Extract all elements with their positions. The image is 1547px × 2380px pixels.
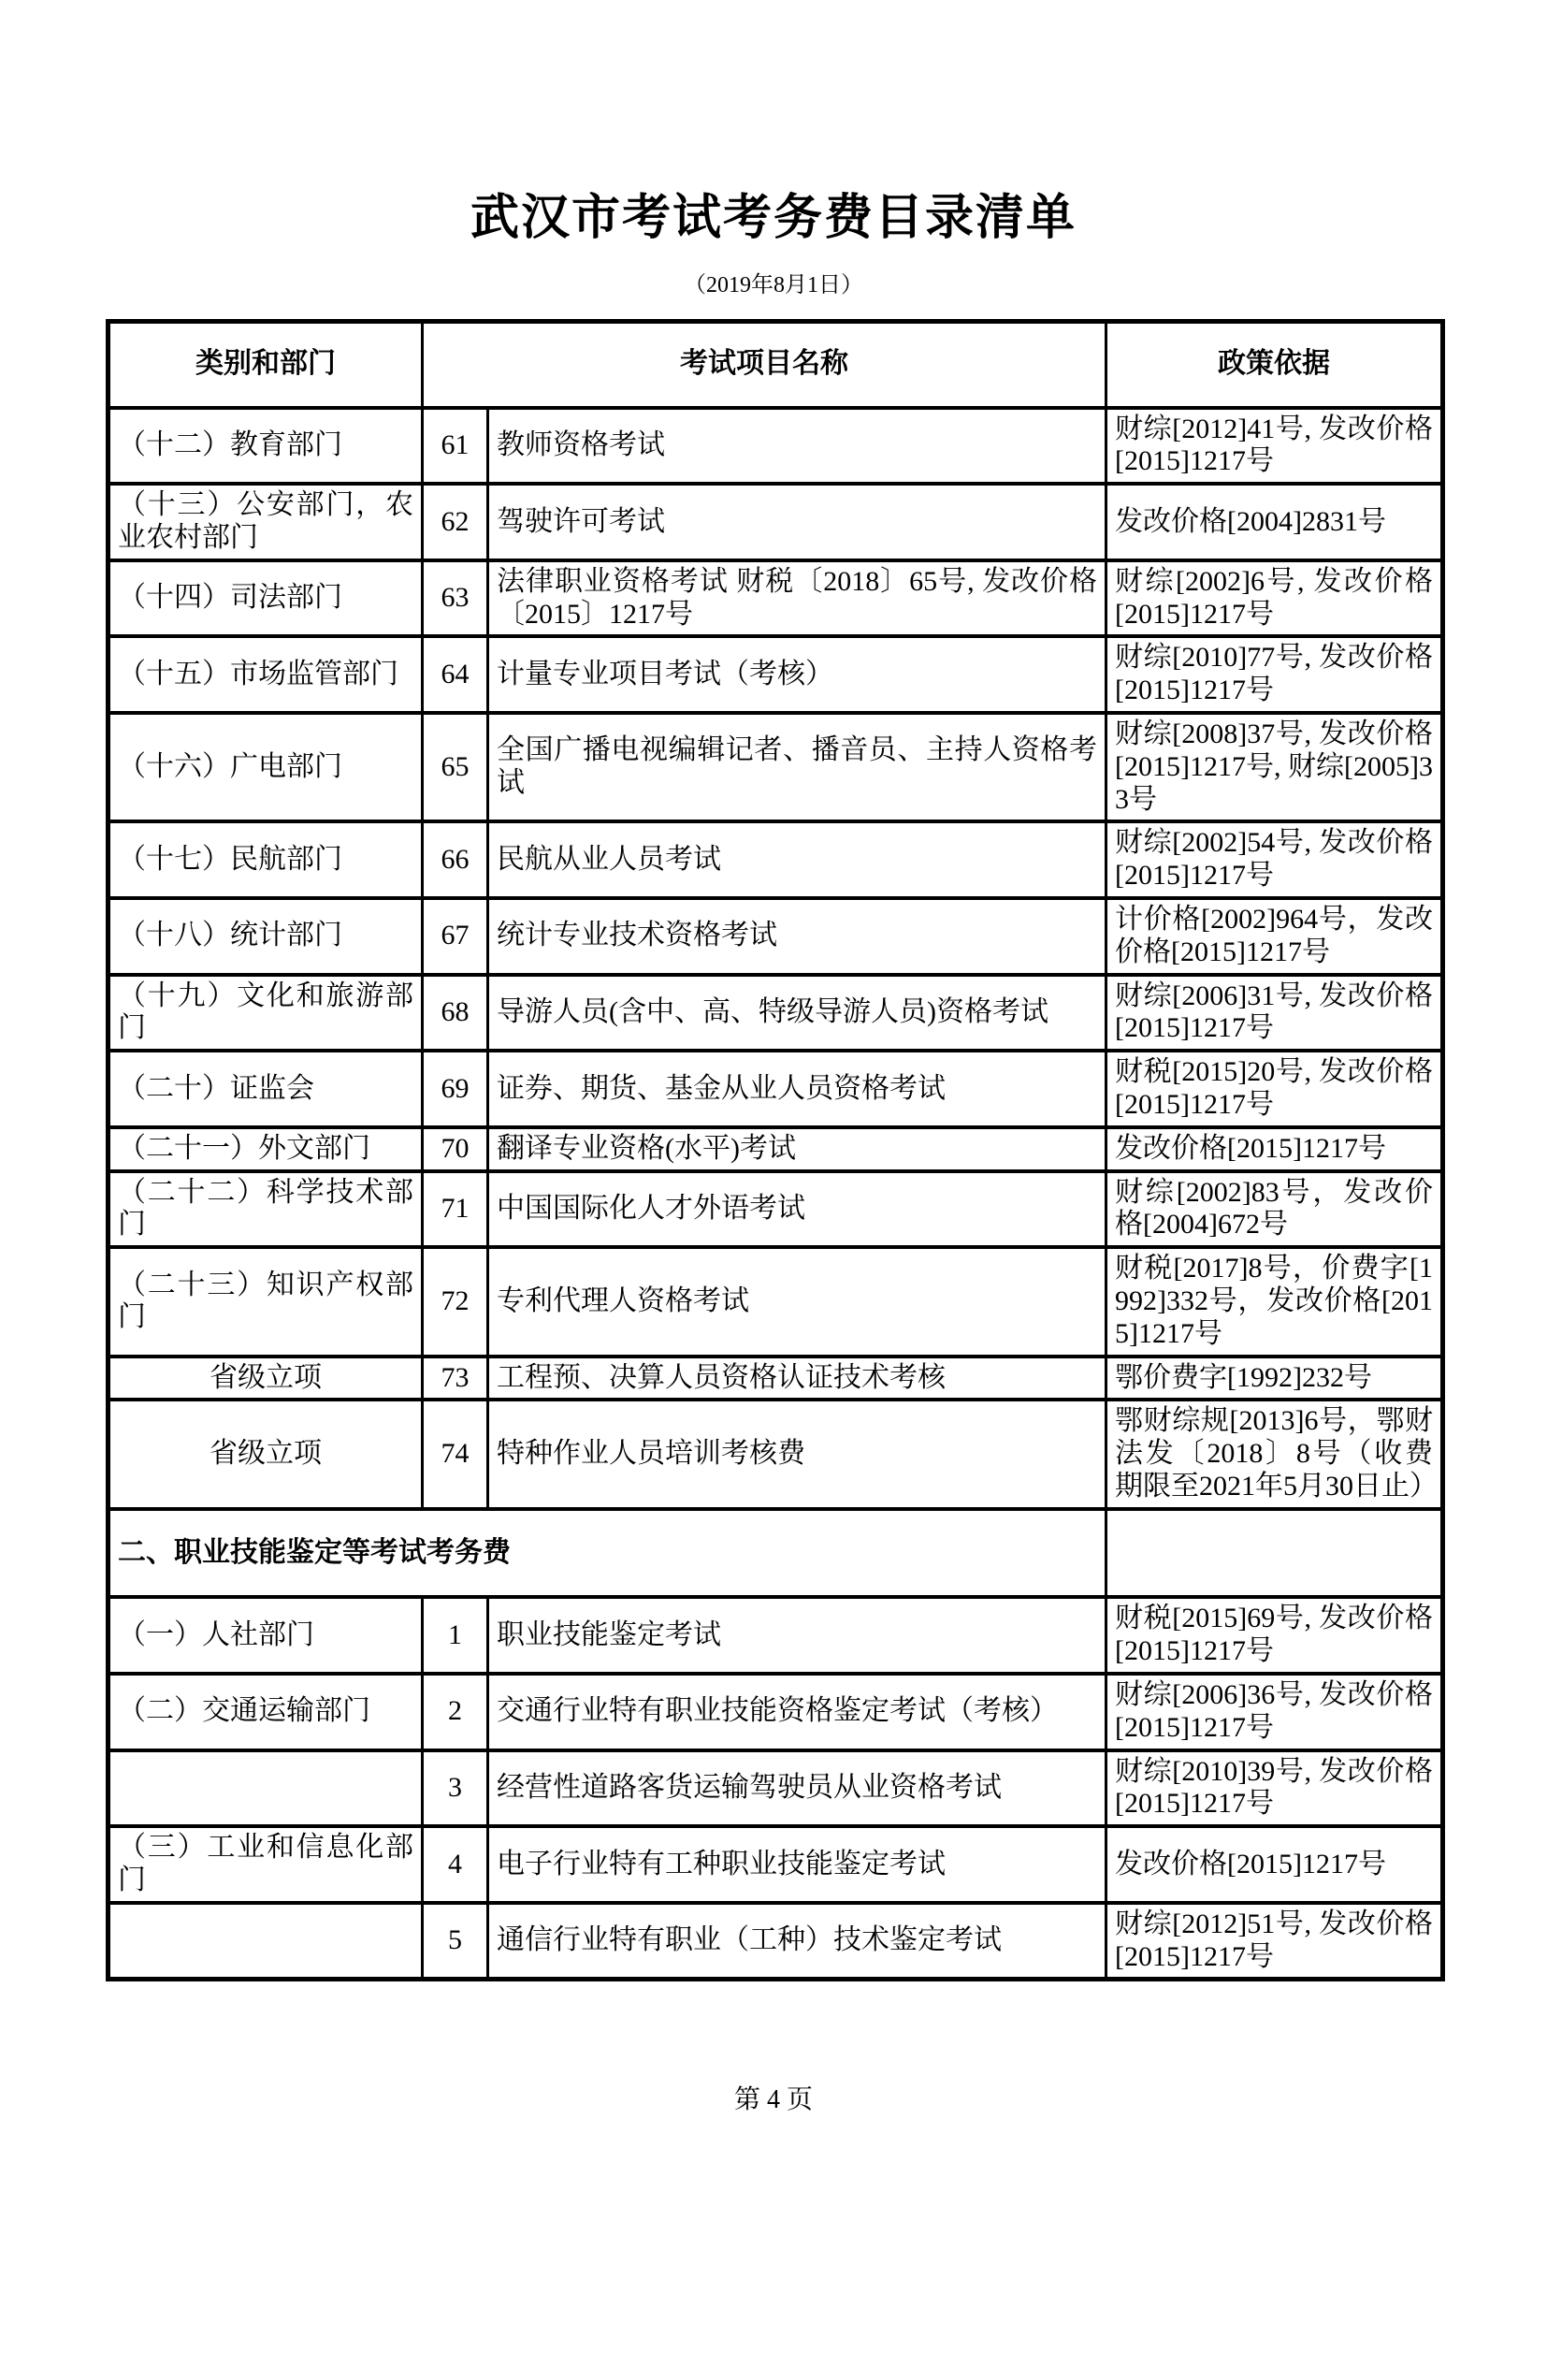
- table-row: [108, 1674, 1443, 1750]
- exam-name-cell: 计量专业项目考试（考核）: [488, 636, 1106, 713]
- table-row: [108, 1247, 1443, 1356]
- category-cell: （十二）教育部门: [108, 408, 423, 485]
- exam-name-cell: 通信行业特有职业（工种）技术鉴定考试: [488, 1903, 1106, 1980]
- policy-cell: 财综[2002]54号, 发改价格[2015]1217号: [1106, 821, 1443, 898]
- policy-cell: 财税[2017]8号，价费字[1992]332号，发改价格[2015]1217号: [1106, 1247, 1443, 1356]
- document-date: （2019年8月1日）: [684, 273, 863, 298]
- exam-name-cell: 导游人员(含中、高、特级导游人员)资格考试: [488, 975, 1106, 1052]
- seq-number-cell: 73: [423, 1357, 488, 1400]
- seq-number-cell: 4: [423, 1826, 488, 1903]
- exam-name-cell: 证券、期货、基金从业人员资格考试: [488, 1051, 1106, 1127]
- exam-name-cell: 专利代理人资格考试: [488, 1247, 1106, 1356]
- policy-cell: 财综[2010]77号, 发改价格[2015]1217号: [1106, 636, 1443, 713]
- exam-name-cell: 翻译专业资格(水平)考试: [488, 1127, 1106, 1171]
- category-cell: （二十二）科学技术部门: [108, 1171, 423, 1248]
- policy-cell: 鄂价费字[1992]232号: [1106, 1357, 1443, 1400]
- exam-name-cell: 教师资格考试: [488, 408, 1106, 485]
- exam-name-cell: 全国广播电视编辑记者、播音员、主持人资格考试: [488, 713, 1106, 821]
- seq-number-cell: 64: [423, 636, 488, 713]
- table-row: [108, 821, 1443, 898]
- exam-name-cell: 法律职业资格考试 财税〔2018〕65号, 发改价格〔2015〕1217号: [488, 560, 1106, 637]
- seq-number-cell: 5: [423, 1903, 488, 1980]
- policy-cell: 计价格[2002]964号，发改价格[2015]1217号: [1106, 898, 1443, 975]
- seq-number-cell: 3: [423, 1750, 488, 1827]
- category-cell: （十六）广电部门: [108, 713, 423, 821]
- table-row: [108, 1051, 1443, 1127]
- page-number: 第 4 页: [733, 2085, 813, 2115]
- table-row: [108, 1127, 1443, 1171]
- seq-number-cell: 65: [423, 713, 488, 821]
- category-cell: （三）工业和信息化部门: [108, 1826, 423, 1903]
- table-row: [108, 560, 1443, 637]
- seq-number-cell: 69: [423, 1051, 488, 1127]
- table-row: [108, 1903, 1443, 1980]
- category-cell: （十四）司法部门: [108, 560, 423, 637]
- seq-number-cell: 61: [423, 408, 488, 485]
- table-row: [108, 1357, 1443, 1400]
- seq-number-cell: 70: [423, 1127, 488, 1171]
- table-row: [108, 1597, 1443, 1674]
- category-cell: （十八）统计部门: [108, 898, 423, 975]
- table-row: [108, 1400, 1443, 1508]
- policy-cell: 财综[2012]51号, 发改价格[2015]1217号: [1106, 1903, 1443, 1980]
- policy-cell: 财综[2002]6号, 发改价格[2015]1217号: [1106, 560, 1443, 637]
- category-cell: 省级立项: [108, 1400, 423, 1508]
- table-row: [108, 408, 1443, 485]
- category-cell: （十五）市场监管部门: [108, 636, 423, 713]
- category-cell: （二十一）外文部门: [108, 1127, 423, 1171]
- table-header-row: [108, 321, 1443, 408]
- table-row: [108, 975, 1443, 1052]
- exam-name-cell: 特种作业人员培训考核费: [488, 1400, 1106, 1508]
- policy-cell: 财综[2010]39号, 发改价格[2015]1217号: [1106, 1750, 1443, 1827]
- header-exam-name: 考试项目名称: [423, 321, 1106, 408]
- exam-name-cell: 职业技能鉴定考试: [488, 1597, 1106, 1674]
- category-cell: （二）交通运输部门: [108, 1674, 423, 1750]
- table-row: [108, 1750, 1443, 1827]
- policy-cell: 财综[2008]37号, 发改价格[2015]1217号, 财综[2005]33号: [1106, 713, 1443, 821]
- seq-number-cell: 66: [423, 821, 488, 898]
- policy-cell: 鄂财综规[2013]6号，鄂财法发〔2018〕8号（收费期限至2021年5月30日止）: [1106, 1400, 1443, 1508]
- exam-name-cell: 中国国际化人才外语考试: [488, 1171, 1106, 1248]
- category-cell: （二十三）知识产权部门: [108, 1247, 423, 1356]
- policy-cell: 财税[2015]69号, 发改价格[2015]1217号: [1106, 1597, 1443, 1674]
- policy-cell: 财综[2002]83号，发改价格[2004]672号: [1106, 1171, 1443, 1248]
- policy-cell: 财税[2015]20号, 发改价格[2015]1217号: [1106, 1051, 1443, 1127]
- category-cell: （十九）文化和旅游部门: [108, 975, 423, 1052]
- section-header-row: [108, 1509, 1443, 1598]
- header-policy: 政策依据: [1106, 321, 1443, 408]
- exam-name-cell: 工程预、决算人员资格认证技术考核: [488, 1357, 1106, 1400]
- table-row: [108, 484, 1443, 560]
- page-title: 武汉市考试考务费目录清单: [470, 191, 1077, 245]
- seq-number-cell: 2: [423, 1674, 488, 1750]
- policy-cell: 财综[2012]41号, 发改价格[2015]1217号: [1106, 408, 1443, 485]
- category-cell: （十三）公安部门，农业农村部门: [108, 484, 423, 560]
- exam-name-cell: 驾驶许可考试: [488, 484, 1106, 560]
- seq-number-cell: 74: [423, 1400, 488, 1508]
- header-category: 类别和部门: [108, 321, 423, 408]
- policy-cell: 发改价格[2015]1217号: [1106, 1826, 1443, 1903]
- exam-name-cell: 电子行业特有工种职业技能鉴定考试: [488, 1826, 1106, 1903]
- table-row: [108, 1826, 1443, 1903]
- seq-number-cell: 71: [423, 1171, 488, 1248]
- table-row: [108, 1171, 1443, 1248]
- exam-name-cell: 经营性道路客货运输驾驶员从业资格考试: [488, 1750, 1106, 1827]
- exam-name-cell: 民航从业人员考试: [488, 821, 1106, 898]
- category-cell: （十七）民航部门: [108, 821, 423, 898]
- seq-number-cell: 62: [423, 484, 488, 560]
- policy-cell: 财综[2006]31号, 发改价格[2015]1217号: [1106, 975, 1443, 1052]
- policy-cell-empty: [1106, 1509, 1443, 1598]
- seq-number-cell: 63: [423, 560, 488, 637]
- policy-cell: 发改价格[2004]2831号: [1106, 484, 1443, 560]
- seq-number-cell: 72: [423, 1247, 488, 1356]
- table-row: [108, 713, 1443, 821]
- seq-number-cell: 68: [423, 975, 488, 1052]
- exam-name-cell: 统计专业技术资格考试: [488, 898, 1106, 975]
- category-cell: （一）人社部门: [108, 1597, 423, 1674]
- exam-fee-table: [106, 319, 1445, 1982]
- seq-number-cell: 67: [423, 898, 488, 975]
- category-cell-empty: [108, 1903, 423, 1980]
- category-cell-empty: [108, 1750, 423, 1827]
- category-cell: （二十）证监会: [108, 1051, 423, 1127]
- table-row: [108, 636, 1443, 713]
- table-row: [108, 898, 1443, 975]
- seq-number-cell: 1: [423, 1597, 488, 1674]
- policy-cell: 财综[2006]36号, 发改价格[2015]1217号: [1106, 1674, 1443, 1750]
- policy-cell: 发改价格[2015]1217号: [1106, 1127, 1443, 1171]
- category-cell: 省级立项: [108, 1357, 423, 1400]
- section-title: 二、职业技能鉴定等考试考务费: [108, 1509, 1106, 1598]
- exam-name-cell: 交通行业特有职业技能资格鉴定考试（考核）: [488, 1674, 1106, 1750]
